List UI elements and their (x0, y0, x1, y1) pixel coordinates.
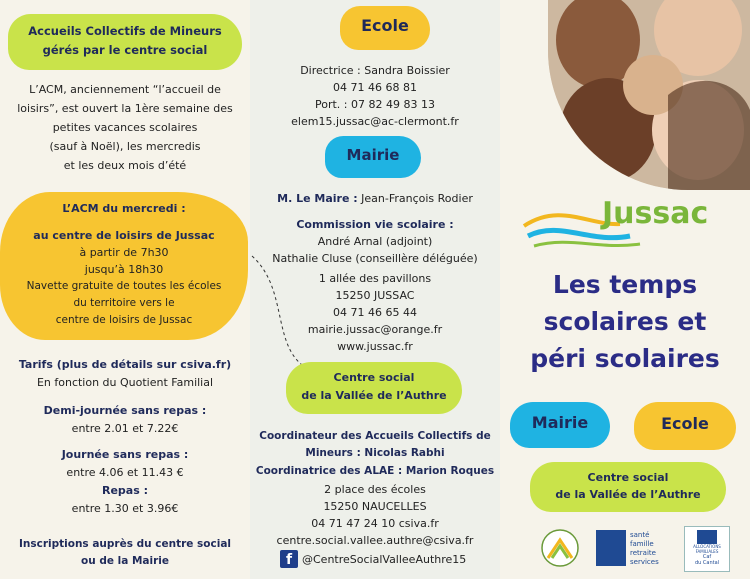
caf-logo-sub: Caf du Cantal (694, 554, 720, 566)
panel-contacts (250, 0, 500, 579)
msa-logo-icon (596, 530, 626, 566)
centre-address: 2 place des écoles 15250 NAUCELLES 04 71 47 24 10 csiva.fr centre.social.vallee.authre@csiva.fr (276, 483, 474, 547)
ecole-directrice: Directrice : Sandra Boissier (300, 64, 450, 77)
acm-intro: L’ACM, anciennement “l’accueil de loisirs”, est ouvert la 1ère semaine des petites vacances scolaires (sauf à Noël), les mercredis et les deux mois d’été (17, 83, 233, 172)
mercredi-hours: à partir de 7h30 jusqu’à 18h30 (79, 246, 169, 276)
repas-value: entre 1.30 et 3.96€ (71, 502, 179, 515)
ecole-label: Ecole (361, 16, 409, 35)
facebook-handle[interactable]: @CentreSocialValleeAuthre15 (302, 553, 467, 566)
ecole-email[interactable]: elem15.jussac@ac-clermont.fr (291, 115, 459, 128)
cover-title: Les temps scolaires et péri scolaires (530, 270, 720, 373)
maire-name: Jean-François Rodier (357, 192, 473, 205)
mairie-label: Mairie (346, 146, 400, 164)
ecole-port: Port. : 07 82 49 83 13 (315, 98, 435, 111)
coord-acm: Coordinateur des Accueils Collectifs de Mineurs : Nicolas Rabhi (259, 430, 491, 459)
panel-acm (0, 0, 250, 579)
cover-centre-label: Centre social de la Vallée de l’Authre (555, 471, 701, 501)
inscriptions: Inscriptions auprès du centre social ou de la Mairie (18, 538, 232, 567)
demi-journee-value: entre 2.01 et 7.22€ (71, 422, 179, 435)
tarifs-subtitle: En fonction du Quotient Familial (36, 376, 214, 389)
demi-journee-title: Demi-journée sans repas : (43, 404, 207, 417)
mairie-address: 1 allée des pavillons 15250 JUSSAC 04 71 46 65 44 mairie.jussac@orange.fr www.jussac.fr (307, 272, 443, 353)
commission-title: Commission vie scolaire : (296, 218, 454, 231)
caf-logo-icon (684, 526, 730, 572)
coord-alae: Coordinatrice des ALAE : Marion Roques (255, 465, 495, 477)
msa-logo-text: santé famille retraite services (630, 531, 659, 566)
cover-ecole-label: Ecole (661, 414, 709, 433)
maire-label: M. Le Maire : (277, 192, 358, 205)
facebook-icon: f (280, 550, 298, 568)
tarifs-title: Tarifs (plus de détails sur csiva.fr) (18, 358, 232, 371)
jussac-logo-text: Jussac (602, 196, 709, 231)
cover-mairie-label: Mairie (531, 413, 589, 432)
commission-members: André Arnal (adjoint) Nathalie Cluse (conseillère déléguée) (272, 235, 478, 265)
caf-logo-text: ALLOCATIONS FAMILIALES (693, 544, 721, 554)
ecole-phone: 04 71 46 68 81 (333, 81, 417, 94)
centre-social-logo-icon (540, 528, 580, 568)
mercredi-shuttle: Navette gratuite de toutes les écoles du territoire vers le centre de loisirs de Jussac (26, 280, 222, 326)
repas-title: Repas : (101, 484, 148, 497)
acm-heading: Accueils Collectifs de Mineurs gérés par le centre social (28, 24, 222, 57)
mercredi-title: L’ACM du mercredi : (62, 202, 186, 215)
mercredi-place: au centre de loisirs de Jussac (33, 229, 215, 242)
centre-label: Centre social de la Vallée de l’Authre (301, 371, 447, 402)
journee-title: Journée sans repas : (61, 448, 189, 461)
journee-value: entre 4.06 et 11.43 € (66, 466, 184, 479)
maire-line (250, 190, 500, 207)
